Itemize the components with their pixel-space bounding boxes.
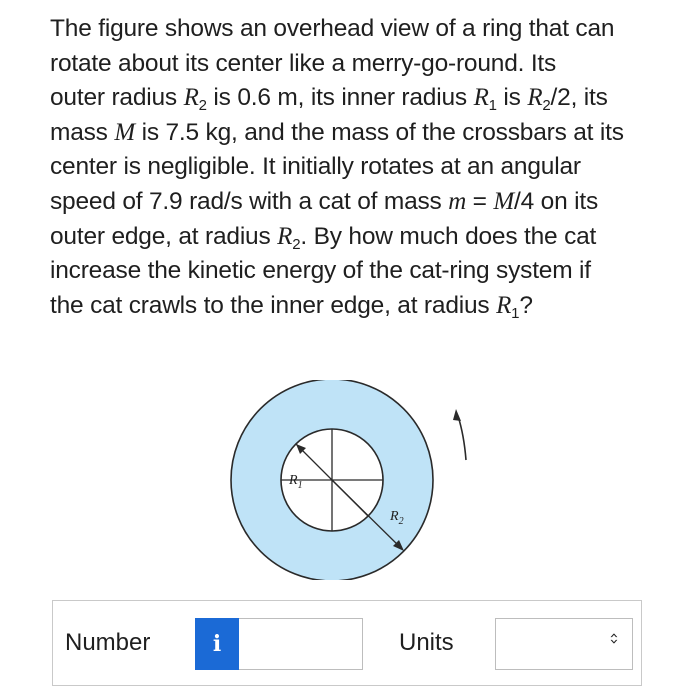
question-line-9: the cat crawls to the inner edge, at radius $R_1$? [50,291,533,322]
info-icon[interactable]: i [195,618,239,670]
label-r1: $R_1$ [289,473,303,491]
number-input[interactable] [239,618,363,670]
units-label: Units [399,629,454,656]
question-line-7: outer edge, at radius $R_2$. By how much does the cat [50,222,597,253]
question-line-8: increase the kinetic energy of the cat-ring system if [50,257,591,285]
rotation-arrowhead [453,409,461,421]
question-line-1: The figure shows an overhead view of a ring that can [50,15,615,42]
units-select[interactable] [495,618,633,670]
rotation-arrow [458,416,466,460]
question-line-5: center is negligible. It initially rotates at an angular [50,153,581,181]
question-line-6: speed of 7.9 rad/s with a cat of mass m = M/4 on its [50,187,599,215]
select-chevron-icon: ‹› [605,632,624,645]
answer-panel [52,600,642,686]
question-line-3: outer radius $R_2$ is 0.6 m, its inner radius $R_1$ is $R_2/2$, its [50,84,608,115]
question-line-4: mass M is 7.5 kg, and the mass of the crossbars at its [50,118,624,146]
question-line-2: rotate about its center like a merry-go-round. Its [50,49,557,77]
ring-figure [220,380,480,580]
question-text [50,12,650,323]
label-r2: $R_2$ [390,509,404,527]
number-label: Number [65,629,151,656]
